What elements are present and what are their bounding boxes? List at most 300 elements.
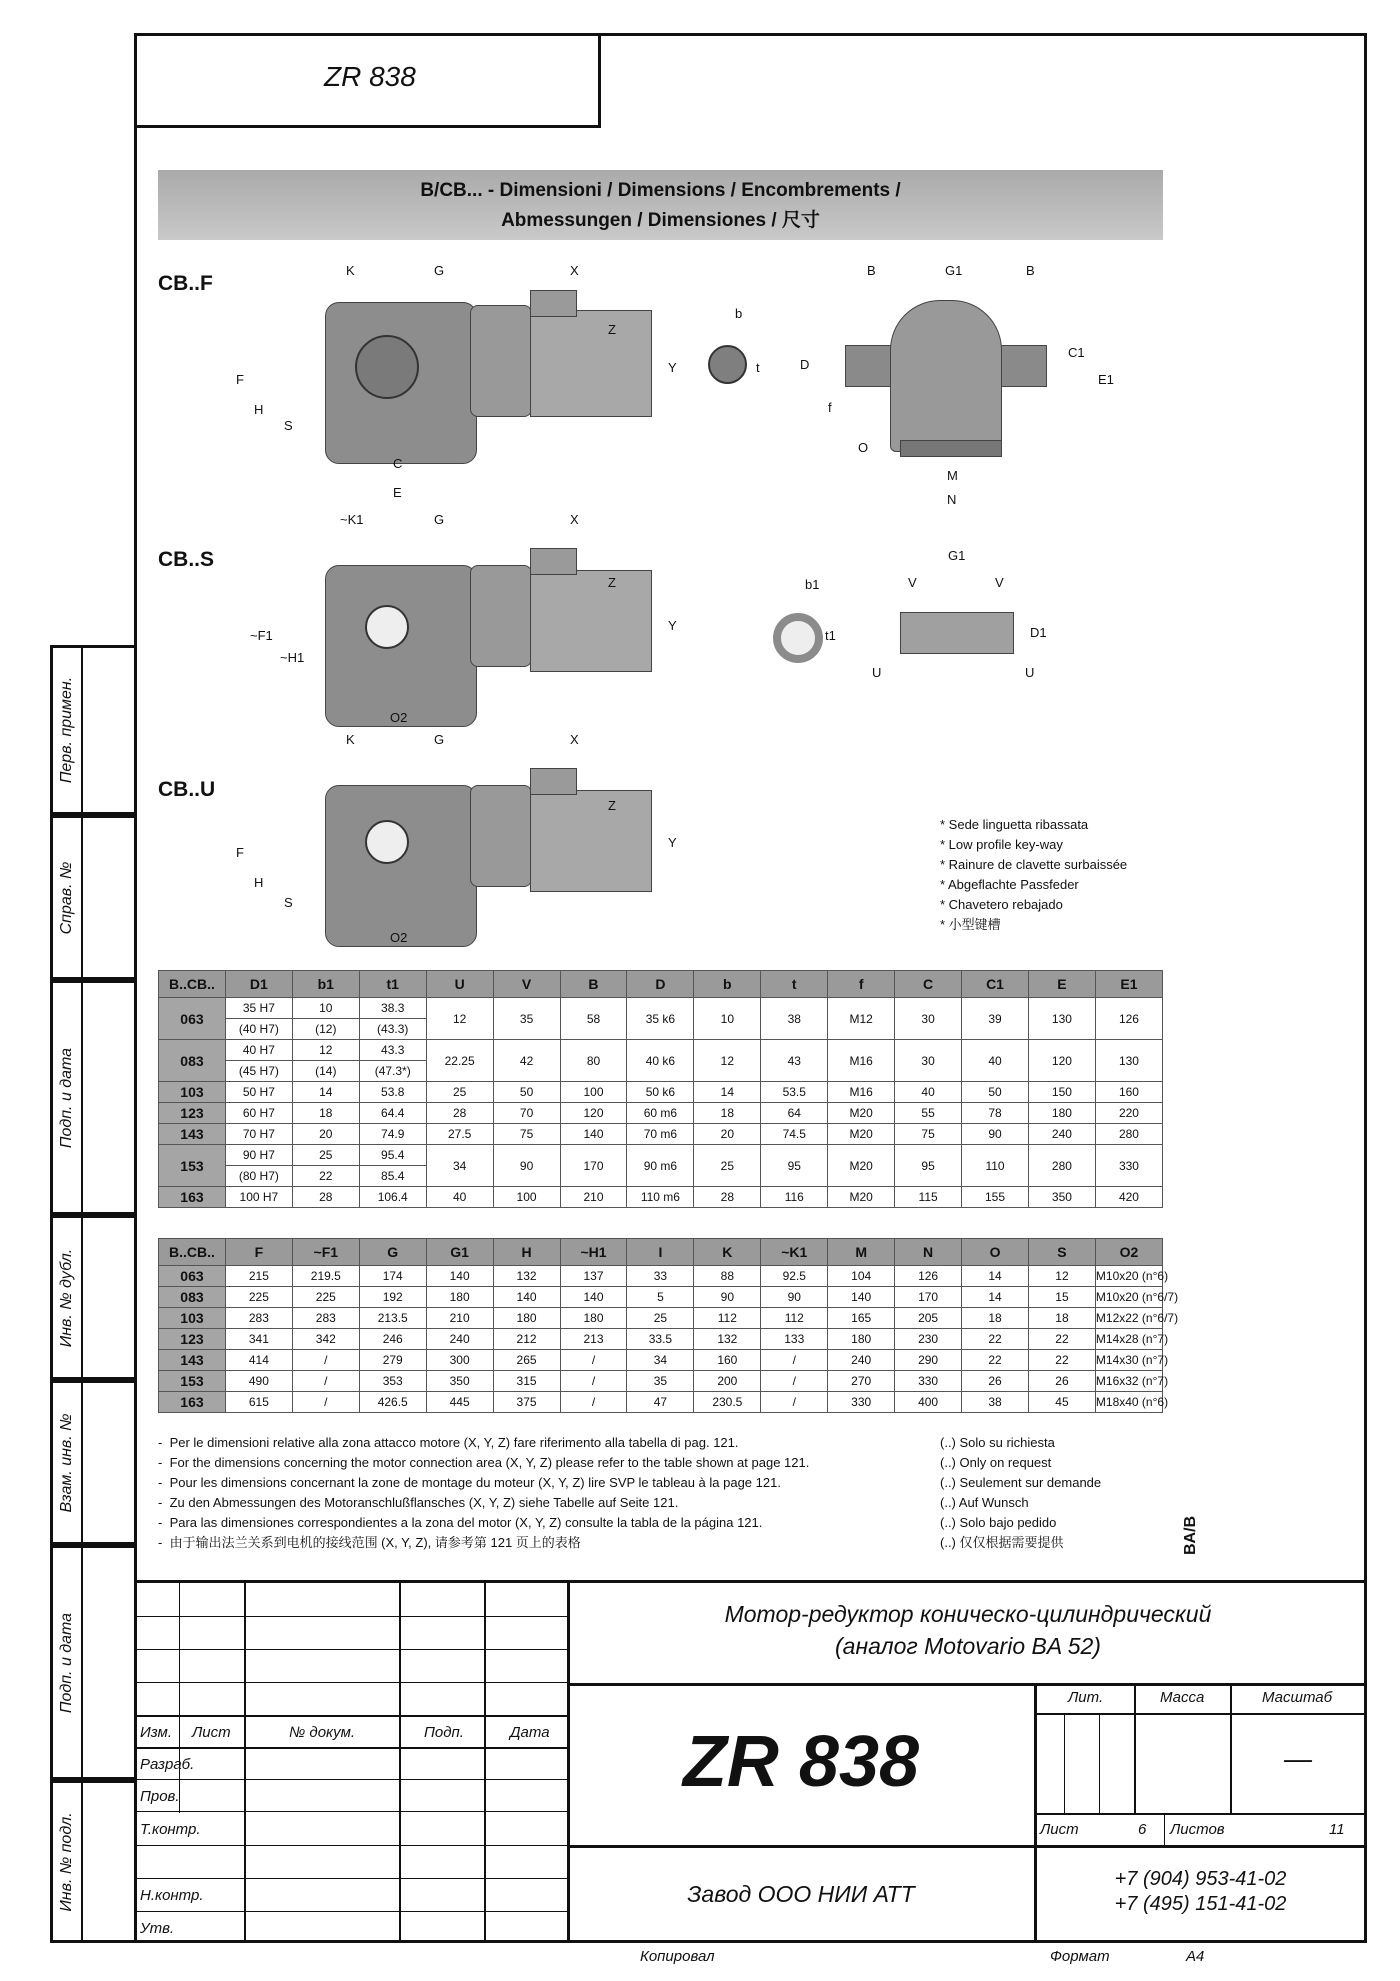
- side-field-6: Подп. и дата: [50, 1545, 134, 1780]
- table-cell: 104: [828, 1266, 895, 1287]
- table-cell: 22: [962, 1350, 1029, 1371]
- mass-label: Масса: [1160, 1689, 1205, 1706]
- table-cell: 38.3: [359, 998, 426, 1019]
- table-cell: 300: [426, 1350, 493, 1371]
- table-cell: 140: [493, 1287, 560, 1308]
- table-cell: 280: [1095, 1124, 1162, 1145]
- table-cell: 12: [426, 998, 493, 1040]
- dim-t1: t1: [825, 628, 836, 643]
- table-cell: 55: [895, 1103, 962, 1124]
- table-cell: (12): [292, 1019, 359, 1040]
- view-label-cbs: CB..S: [158, 548, 215, 571]
- table-header-cell: S: [1028, 1239, 1095, 1266]
- table-cell: 350: [426, 1371, 493, 1392]
- dim-h-u: H: [254, 875, 264, 890]
- terminal-box-f: [530, 290, 577, 317]
- stamp-row-razrab: Разраб.: [140, 1756, 195, 1773]
- shaft-section-f: [708, 345, 747, 384]
- view-label-cbf: CB..F: [158, 272, 213, 295]
- gearbox-body-s: [325, 565, 477, 727]
- dim-c: C: [393, 456, 403, 471]
- stamp-row-utv: Утв.: [140, 1920, 175, 1937]
- table-cell: 130: [1095, 1040, 1162, 1082]
- table-row: [159, 1103, 1163, 1124]
- table-cell: 120: [560, 1103, 627, 1124]
- table-cell: 28: [292, 1187, 359, 1208]
- table-cell: 330: [1095, 1145, 1162, 1187]
- lit-label: Лит.: [1068, 1689, 1104, 1706]
- dim-u-right: U: [1025, 665, 1035, 680]
- table-row: [159, 1145, 1163, 1166]
- table-header-cell: M: [828, 1239, 895, 1266]
- table-cell: /: [761, 1392, 828, 1413]
- table-cell: 90 H7: [225, 1145, 292, 1166]
- table-cell: 110 m6: [627, 1187, 694, 1208]
- dim-z-s: Z: [608, 575, 616, 590]
- table-cell: 240: [1028, 1124, 1095, 1145]
- table-cell: 25: [292, 1145, 359, 1166]
- table-cell: /: [560, 1371, 627, 1392]
- table-header-cell: V: [493, 971, 560, 998]
- table-header-cell: D: [627, 971, 694, 998]
- table-cell: 100: [493, 1187, 560, 1208]
- dim-e: E: [393, 485, 402, 500]
- dim-x: X: [570, 263, 579, 278]
- dim-h: H: [254, 402, 264, 417]
- dim-f-small: f: [828, 400, 832, 415]
- stamp-row-prov: Пров.: [140, 1788, 180, 1805]
- table-cell: 34: [627, 1350, 694, 1371]
- sheets-value: 11: [1329, 1821, 1345, 1838]
- table-cell: 180: [1028, 1103, 1095, 1124]
- table-cell: 14: [962, 1266, 1029, 1287]
- company-name: Завод ООО НИИ АТТ: [687, 1881, 915, 1907]
- table-cell: 50 k6: [627, 1082, 694, 1103]
- table-cell: 210: [426, 1308, 493, 1329]
- table-cell: 200: [694, 1371, 761, 1392]
- table-cell: 230: [895, 1329, 962, 1350]
- table-cell: 350: [1028, 1187, 1095, 1208]
- size-cell: 123: [159, 1103, 226, 1124]
- table-cell: 140: [560, 1287, 627, 1308]
- size-cell: 063: [159, 998, 226, 1040]
- table-header-row: [159, 1239, 1163, 1266]
- side-tag: BA/B: [1182, 1515, 1199, 1555]
- table-cell: 43: [761, 1040, 828, 1082]
- side-field-3: Подп. и дата: [50, 980, 134, 1215]
- dim-b1: b1: [805, 577, 820, 592]
- dim-s: S: [284, 418, 293, 433]
- table-cell: 120: [1028, 1040, 1095, 1082]
- table-cell: 100: [560, 1082, 627, 1103]
- table-cell: 140: [560, 1124, 627, 1145]
- table-cell: 15: [1028, 1287, 1095, 1308]
- table-cell: 330: [828, 1392, 895, 1413]
- table-cell: M16x32 (n°7): [1095, 1371, 1162, 1392]
- table-cell: 80: [560, 1040, 627, 1082]
- table-header-cell: ~F1: [292, 1239, 359, 1266]
- table-cell: 28: [694, 1187, 761, 1208]
- table-cell: 78: [962, 1103, 1029, 1124]
- table-cell: 283: [225, 1308, 292, 1329]
- sheets-label: Листов: [1170, 1821, 1225, 1838]
- format-label: Формат: [1050, 1948, 1110, 1965]
- feet-f: [900, 440, 1002, 457]
- table-header-cell: I: [627, 1239, 694, 1266]
- dim-n: N: [947, 492, 957, 507]
- table-header-cell: O2: [1095, 1239, 1162, 1266]
- table-cell: 92.5: [761, 1266, 828, 1287]
- document-subtitle: (аналог Motovario BA 52): [835, 1633, 1101, 1659]
- output-flange-f: [355, 335, 419, 399]
- table-cell: M18x40 (n°6): [1095, 1392, 1162, 1413]
- table-cell: 137: [560, 1266, 627, 1287]
- table-cell: 213.5: [359, 1308, 426, 1329]
- table-cell: 133: [761, 1329, 828, 1350]
- table-cell: 20: [292, 1124, 359, 1145]
- table-cell: 70 m6: [627, 1124, 694, 1145]
- table-cell: 330: [895, 1371, 962, 1392]
- table-cell: 14: [292, 1082, 359, 1103]
- table-cell: 213: [560, 1329, 627, 1350]
- table-cell: 215: [225, 1266, 292, 1287]
- dim-o2-s: O2: [390, 710, 408, 725]
- header-line-1: B/CB... - Dimensioni / Dimensions / Encombrements /: [420, 180, 901, 201]
- dim-f-u: F: [236, 845, 244, 860]
- dim-y-u: Y: [668, 835, 677, 850]
- table-cell: 18: [694, 1103, 761, 1124]
- dim-g1-s: G1: [948, 548, 966, 563]
- document-title: Мотор-редуктор коническо-цилиндрический: [724, 1601, 1212, 1627]
- catalog-header: [158, 170, 1163, 240]
- header-line-2: Abmessungen / Dimensiones / 尺寸: [501, 210, 820, 231]
- table-cell: 33: [627, 1266, 694, 1287]
- table-cell: 38: [962, 1392, 1029, 1413]
- dim-f1: ~F1: [250, 628, 273, 643]
- table-cell: M14x30 (n°7): [1095, 1350, 1162, 1371]
- table-cell: 265: [493, 1350, 560, 1371]
- size-cell: 083: [159, 1040, 226, 1082]
- top-code: ZR 838: [324, 61, 416, 92]
- dim-d: D: [800, 357, 810, 372]
- table-cell: 160: [1095, 1082, 1162, 1103]
- dimensions-table-1: [158, 970, 1163, 1208]
- table-cell: 132: [694, 1329, 761, 1350]
- hollow-shaft-side: [900, 612, 1014, 654]
- table-cell: 420: [1095, 1187, 1162, 1208]
- size-cell: 143: [159, 1350, 226, 1371]
- motor-s: [530, 570, 652, 672]
- scale-label: Масштаб: [1262, 1689, 1333, 1706]
- table-cell: /: [560, 1350, 627, 1371]
- side-field-1: Перв. примен.: [50, 645, 134, 815]
- table-cell: 12: [1028, 1266, 1095, 1287]
- dim-d1: D1: [1030, 625, 1047, 640]
- table-cell: 64.4: [359, 1103, 426, 1124]
- table-cell: 90: [694, 1287, 761, 1308]
- dim-g1: G1: [945, 263, 963, 278]
- table-row: [159, 1187, 1163, 1208]
- on-request-notes: (..) Solo su richiesta (..) Only on request (..) Seulement sur demande (..) Auf Wunsch (..) Solo bajo pedido (..) 仅仅根据需要提供: [940, 1435, 1102, 1550]
- dim-z: Z: [608, 322, 616, 337]
- table-header-cell: b1: [292, 971, 359, 998]
- table-cell: M10x20 (n°6): [1095, 1266, 1162, 1287]
- table-cell: 60 m6: [627, 1103, 694, 1124]
- table-cell: 375: [493, 1392, 560, 1413]
- dim-t: t: [756, 360, 760, 375]
- table-header-cell: b: [694, 971, 761, 998]
- side-field-5: Взам. инв. №: [50, 1380, 134, 1545]
- dim-x-u: X: [570, 732, 579, 747]
- dim-y: Y: [668, 360, 677, 375]
- table-cell: 290: [895, 1350, 962, 1371]
- table-cell: (47.3*): [359, 1061, 426, 1082]
- table-row: [159, 1287, 1163, 1308]
- stamp-col-doc: № докум.: [289, 1724, 356, 1741]
- size-cell: 153: [159, 1371, 226, 1392]
- gearbox-neck-s: [470, 565, 532, 667]
- table-cell: 132: [493, 1266, 560, 1287]
- table-cell: M12: [828, 998, 895, 1040]
- table-cell: 174: [359, 1266, 426, 1287]
- table-cell: 45: [1028, 1392, 1095, 1413]
- table-cell: 14: [962, 1287, 1029, 1308]
- table-cell: M10x20 (n°6/7): [1095, 1287, 1162, 1308]
- stamp-col-list: Лист: [192, 1724, 231, 1741]
- table-cell: /: [292, 1350, 359, 1371]
- table-cell: 106.4: [359, 1187, 426, 1208]
- keyway-notes: * Sede linguetta ribassata * Low profile key-way * Rainure de clavette surbaissée * Abgeflachte Passfeder * Chavetero rebajado * 小型键槽: [940, 817, 1128, 932]
- table-cell: 53.8: [359, 1082, 426, 1103]
- table-cell: 155: [962, 1187, 1029, 1208]
- table-cell: 40: [426, 1187, 493, 1208]
- table-cell: 27.5: [426, 1124, 493, 1145]
- table-cell: 40: [895, 1082, 962, 1103]
- table-header-cell: E: [1028, 971, 1095, 998]
- table-cell: /: [292, 1392, 359, 1413]
- table-cell: 280: [1028, 1145, 1095, 1187]
- side-field-4: Инв. № дубл.: [50, 1215, 134, 1380]
- table-cell: M16: [828, 1082, 895, 1103]
- table-cell: 165: [828, 1308, 895, 1329]
- dim-v-left: V: [908, 575, 917, 590]
- table-cell: M14x28 (n°7): [1095, 1329, 1162, 1350]
- dim-b: b: [735, 306, 743, 321]
- size-cell: 103: [159, 1082, 226, 1103]
- size-cell: 163: [159, 1392, 226, 1413]
- table-header-cell: C: [895, 971, 962, 998]
- table-cell: 10: [694, 998, 761, 1040]
- table-cell: 400: [895, 1392, 962, 1413]
- table-row: [159, 1266, 1163, 1287]
- table-cell: 22: [1028, 1329, 1095, 1350]
- table-header-cell: F: [225, 1239, 292, 1266]
- size-cell: 063: [159, 1266, 226, 1287]
- size-cell: 083: [159, 1287, 226, 1308]
- table-cell: 35 k6: [627, 998, 694, 1040]
- table-cell: 126: [895, 1266, 962, 1287]
- table-cell: 160: [694, 1350, 761, 1371]
- table-cell: 70 H7: [225, 1124, 292, 1145]
- terminal-box-s: [530, 548, 577, 575]
- table-cell: 75: [895, 1124, 962, 1145]
- dim-k: K: [346, 263, 355, 278]
- table-cell: 88: [694, 1266, 761, 1287]
- table-cell: 40 k6: [627, 1040, 694, 1082]
- table-header-cell: ~H1: [560, 1239, 627, 1266]
- dim-e1: E1: [1098, 372, 1114, 387]
- table-cell: 110: [962, 1145, 1029, 1187]
- table-cell: /: [761, 1350, 828, 1371]
- phone-2: +7 (495) 151-41-02: [1114, 1893, 1287, 1915]
- table-cell: 30: [895, 998, 962, 1040]
- table-cell: (80 H7): [225, 1166, 292, 1187]
- table-cell: 246: [359, 1329, 426, 1350]
- table-cell: M20: [828, 1124, 895, 1145]
- dim-g: G: [434, 263, 445, 278]
- table-header-cell: K: [694, 1239, 761, 1266]
- dim-c1: C1: [1068, 345, 1085, 360]
- table-cell: 95: [761, 1145, 828, 1187]
- title-block: [134, 1580, 1367, 1946]
- table-row: [159, 1124, 1163, 1145]
- dim-b-left: B: [867, 263, 876, 278]
- table-cell: 342: [292, 1329, 359, 1350]
- hollow-shaft-s: [365, 605, 409, 649]
- table-cell: 22: [292, 1166, 359, 1187]
- size-cell: 153: [159, 1145, 226, 1187]
- table-row: [159, 1308, 1163, 1329]
- table-cell: 33.5: [627, 1329, 694, 1350]
- table-cell: M12x22 (n°6/7): [1095, 1308, 1162, 1329]
- stamp-col-date: Дата: [510, 1724, 550, 1741]
- stamp-row-nkontr: Н.контр.: [140, 1887, 204, 1904]
- table-cell: 90 m6: [627, 1145, 694, 1187]
- table-header-cell: t1: [359, 971, 426, 998]
- table-cell: 50: [962, 1082, 1029, 1103]
- table-cell: 5: [627, 1287, 694, 1308]
- table-cell: 47: [627, 1392, 694, 1413]
- table-header-row: [159, 971, 1163, 998]
- table-header-cell: E1: [1095, 971, 1162, 998]
- table-header-cell: B: [560, 971, 627, 998]
- table-cell: 95.4: [359, 1145, 426, 1166]
- table-cell: 22: [1028, 1350, 1095, 1371]
- table-cell: 225: [225, 1287, 292, 1308]
- dim-k-u: K: [346, 732, 355, 747]
- table-cell: 205: [895, 1308, 962, 1329]
- dim-g-s: G: [434, 512, 445, 527]
- size-cell: 163: [159, 1187, 226, 1208]
- table-cell: /: [761, 1371, 828, 1392]
- table-cell: (40 H7): [225, 1019, 292, 1040]
- table-cell: 445: [426, 1392, 493, 1413]
- table-cell: 115: [895, 1187, 962, 1208]
- table-cell: 35 H7: [225, 998, 292, 1019]
- table-cell: 25: [426, 1082, 493, 1103]
- table-cell: 25: [694, 1145, 761, 1187]
- sheet-label: Лист: [1040, 1821, 1079, 1838]
- table-cell: 126: [1095, 998, 1162, 1040]
- table-cell: 112: [694, 1308, 761, 1329]
- dimensions-table-2: [158, 1238, 1179, 1413]
- table-cell: 40 H7: [225, 1040, 292, 1061]
- table-cell: 414: [225, 1350, 292, 1371]
- table-cell: 53.5: [761, 1082, 828, 1103]
- side-field-7: Инв. № подл.: [50, 1780, 134, 1943]
- table-cell: M20: [828, 1145, 895, 1187]
- table-cell: 74.9: [359, 1124, 426, 1145]
- document-code: ZR 838: [682, 1722, 920, 1802]
- table-row: [159, 1082, 1163, 1103]
- table-header-cell: D1: [225, 971, 292, 998]
- table-cell: 39: [962, 998, 1029, 1040]
- table-cell: (43.3): [359, 1019, 426, 1040]
- dim-f: F: [236, 372, 244, 387]
- dim-g-u: G: [434, 732, 445, 747]
- table-row: [159, 1350, 1163, 1371]
- stamp-col-izm: Изм.: [140, 1724, 172, 1741]
- table-cell: 43.3: [359, 1040, 426, 1061]
- gearbox-neck-f: [470, 305, 532, 417]
- top-code-box: [134, 33, 601, 128]
- table-cell: 58: [560, 998, 627, 1040]
- table-cell: 60 H7: [225, 1103, 292, 1124]
- table-cell: (45 H7): [225, 1061, 292, 1082]
- table-cell: 90: [962, 1124, 1029, 1145]
- stamp-col-sign: Подп.: [424, 1724, 464, 1741]
- table-cell: 140: [426, 1266, 493, 1287]
- table-cell: 150: [1028, 1082, 1095, 1103]
- table-cell: M20: [828, 1103, 895, 1124]
- table-cell: M20: [828, 1187, 895, 1208]
- table-header-cell: O: [962, 1239, 1029, 1266]
- table-cell: 38: [761, 998, 828, 1040]
- dim-s-u: S: [284, 895, 293, 910]
- hollow-shaft-u: [365, 820, 409, 864]
- table-cell: 70: [493, 1103, 560, 1124]
- table-cell: 10: [292, 998, 359, 1019]
- table-cell: 240: [426, 1329, 493, 1350]
- table-header-cell: U: [426, 971, 493, 998]
- gearbox-body-u: [325, 785, 477, 947]
- view-label-cbu: CB..U: [158, 778, 216, 801]
- table-cell: 18: [1028, 1308, 1095, 1329]
- table-cell: 95: [895, 1145, 962, 1187]
- table-cell: 50: [493, 1082, 560, 1103]
- table-cell: 90: [493, 1145, 560, 1187]
- table-cell: 230.5: [694, 1392, 761, 1413]
- table-cell: 116: [761, 1187, 828, 1208]
- table-cell: 220: [1095, 1103, 1162, 1124]
- table-cell: 35: [493, 998, 560, 1040]
- table-row: [159, 1392, 1163, 1413]
- table-row: [159, 998, 1163, 1019]
- table-cell: 212: [493, 1329, 560, 1350]
- table-cell: 130: [1028, 998, 1095, 1040]
- dim-u-left: U: [872, 665, 882, 680]
- table-cell: 353: [359, 1371, 426, 1392]
- table-cell: 28: [426, 1103, 493, 1124]
- dim-m: M: [947, 468, 958, 483]
- dim-o: O: [858, 440, 869, 455]
- motor-u: [530, 790, 652, 892]
- table-cell: 225: [292, 1287, 359, 1308]
- sheet-value: 6: [1138, 1821, 1147, 1838]
- table-cell: 315: [493, 1371, 560, 1392]
- table-cell: 12: [694, 1040, 761, 1082]
- table-cell: 22: [962, 1329, 1029, 1350]
